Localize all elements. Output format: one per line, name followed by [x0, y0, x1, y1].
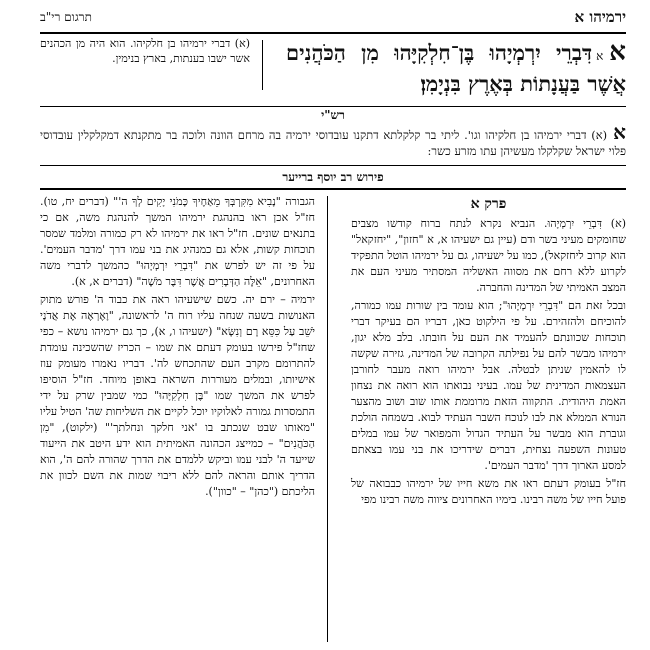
book-name: ירמיהו: [589, 8, 626, 26]
commentary-right-column: [351, 194, 626, 510]
verse-text: דִּבְרֵי יִרְמְיָהוּ בֶּן־חִלְקִיָּהוּ מִן הַכֹּהֲנִים אֲשֶׁר בַּעֲנָתוֹת בְּאֶרֶץ בִּנְיָמִן׃: [286, 40, 626, 96]
verse-divider: [262, 40, 263, 90]
rashi-rule-bottom: [40, 165, 626, 166]
rashi-rule-top: [40, 106, 626, 107]
running-head: [40, 8, 626, 34]
verse-block: [286, 38, 626, 98]
commentary-paragraph: (א) דִּבְרֵי יִרְמְיָהוּ. הנביא נקרא לנתח ברוח קודשו מצבים שחומקים מעיני בשר ודם (עיין גם ישעיהו א, א "חזון", "יחזקאל" הוא קרוב ליחזקאל), כמו על ישעיהו, גם על ירמיהו הוטל התפקיד לקרוע ללא רחם את מסווה האשליה המסתיר מעיני העם את המצב האמיתי של המדינה והחברה.: [351, 217, 626, 294]
column-divider: [327, 196, 328, 642]
chapter-letter: א: [574, 8, 585, 26]
rashi-commentary: [40, 120, 626, 159]
targum-text: (א) דברי ירמיהו בן חלקיהו. הוא היה מן הכהנים אשר ישבו בענתות, בארץ בנימין.: [40, 37, 250, 65]
commentary-paragraph: הגבורה "נָבִיא מִקִּרְבְּךָ מֵאַחֶיךָ כָּמֹנִי יָקִים לְךָ ה'" (דברים יח, טו). חז"ל אכן ראו בהנהגת ירמיהו המשך להנהגת משה, אם כי בתנאים שונים. חז"ל ראו את ירמיהו לא רק כמורה ומלמד שמסר תוכחות קשות, אלא גם כמנהיג את בני עמו דרך 'מדבר העמים'. על פי זה יש לפרש את "דִּבְרֵי יִרְמְיָהוּ" כהמשך לדברי משה האחרונים, "אֵלֶּה הַדְּבָרִים אֲשֶׁר דִּבֶּר מֹשֶׁה" (דברים א, א).: [40, 195, 315, 288]
commentary-rule: [40, 188, 626, 190]
header-rule: [40, 32, 626, 34]
rashi-text: (א) דברי ירמיהו בן חלקיהו וגו'. ליתי בר קלקלתא דתקנו עובדוסי ירמיה בה מרחם הוונה ולוכה בר מתקנתא דמקלקלין עובדוסי פלוי ישראל שקלקלו מעשיהן עתו מזרע כשר:: [40, 128, 626, 158]
commentary-paragraph: ירמיה – ירם יה. כשם שישעיהו ראה את כבוד ה' פורש מתוק האנושות בשעה שנחה עליו רוח ה' לראשונה, "וָאֶרְאֶה אֶת אֲדֹנָי יֹשֵׁב עַל כִּסֵּא רָם וְנִשָּׂא" (ישעיהו ו, א), כך גם ירמיהו נושא – כפי שחז"ל פירשו בעומק דעתם את שמו – הכריז שהשכינה עומדת להתרומם מקרב העם שהתכחש לה'. דבריו נאמרו מעומק עוז אישיותו, ובמלים מעוררות השראה באופן מיוחד. חז"ל הוסיפו לפרש את המשך שמו "בֶּן חִלְקִיָּהוּ" כמי שמבין שרק על ידי התמסרות גמורה לאלוקיו יוכל לקיים את השליחות שה' הטיל עליו "מאותו שבט שנכתב בו 'אני חלקך ונחלתך'" (ילקוט), "מִן הַכֹּהֲנִים" – כמייצג הכהונה האמיתית הוא ידע היטב את הייעוד שייעד ה' לבני עמו וביקש ללמדם את הדרך שהורה להם ה', הוא הדריך אותם והראה להם ללא ריבוי שמות את השם לכוון את הליכתם ("כהן" – "כוון").: [40, 293, 315, 498]
commentary-left-column: [40, 194, 315, 502]
commentary-paragraph: ובכל זאת הם "דִּבְרֵי יִרְמְיָהוּ"; הוא עומד בין שורות עמו כמורה, להוכיחם ולהזהירם. על פי הילקוט כאן, דבריו הם בעיקר דברי תוכחות שכוונתם להעמיד את העם על חובתו. בלב מלא יגון, ירמיהו מבשר להם על נפילתה הקרובה של המדינה, גזירה שקשה לו להאמין שניתן לבטלה. אבל ירמיהו רואה מעבר לחורבן העצמאות המדינית של עמו. בעיני נבואתו הוא רואה את נצחון האמת היהודית. התקווה הזאת מרוממת אותו שוב ושוב מהצער הנורא הממלא את לבו לנוכח השבר העתיד לבוא. בשמחה הולכת וגוברת הוא מבשר על העתיד הגדול והמפואר של עמו במלים טעונות השפעה נצחית, דברים שידריכו את בני עמו בצאתם למסע הארוך דרך 'מדבר העמים'.: [351, 299, 626, 472]
rashi-title: רש"י: [321, 108, 345, 122]
verse-sub-number: א: [596, 49, 604, 63]
running-head-title: [567, 8, 626, 27]
verse-number: א: [609, 37, 626, 67]
book-page: [40, 0, 626, 650]
perek-label: פרק א: [470, 196, 507, 212]
commentary-title: פירוש רב יוסף ברייער: [282, 170, 384, 184]
targum-header: תרגום רי"ב: [40, 10, 92, 24]
rashi-letter: א: [613, 120, 626, 144]
commentary-paragraph: חז"ל בעומק דעתם ראו את משא חייו של ירמיהו כבבואה של פועל חייו של משה רבינו. בימיו האחרונים ציווה משה רבינו מפי: [351, 477, 626, 506]
